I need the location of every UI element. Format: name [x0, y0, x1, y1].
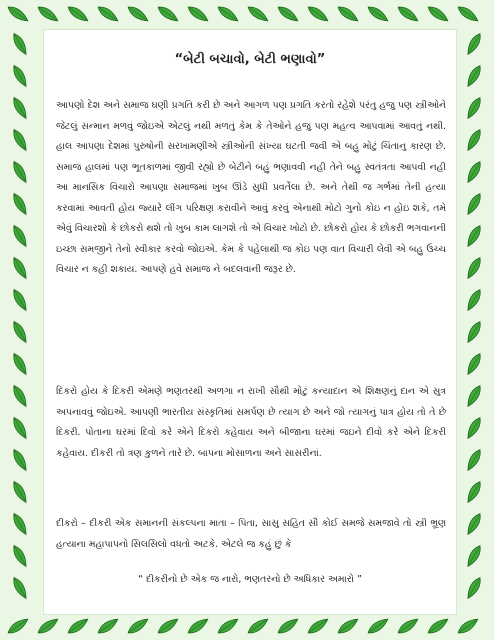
leaf-icon	[336, 4, 360, 24]
leaf-icon	[156, 4, 180, 24]
leaf-icon	[11, 288, 30, 313]
leaf-icon	[465, 192, 484, 217]
leaf-icon	[11, 128, 30, 153]
leaf-icon	[186, 616, 210, 636]
leaf-icon	[396, 616, 420, 636]
leaf-icon	[465, 32, 484, 57]
leaf-icon	[6, 4, 30, 24]
leaf-icon	[11, 416, 30, 441]
leaf-icon	[465, 320, 484, 345]
leaf-icon	[66, 616, 90, 636]
leaf-icon	[366, 616, 390, 636]
leaf-icon	[186, 4, 210, 24]
leaf-icon	[11, 64, 30, 89]
document-card	[44, 30, 456, 614]
leaf-icon	[126, 616, 150, 636]
leaf-icon	[11, 576, 30, 601]
leaf-icon	[465, 64, 484, 89]
leaf-icon	[11, 512, 30, 537]
leaf-icon	[11, 384, 30, 409]
leaf-icon	[465, 576, 484, 601]
leaf-icon	[465, 96, 484, 121]
paragraph-2: દિકરો હોય કે દિકરી એમણે ભણતરથી અળગા ન રાખી સૌથી મોટું કન્યાદાન એ શિક્ષણનું દાન એ સુત્ર અપનાવવું જોઇએ. આપણી ભારતીય સંસ્કૃતિમાં સમર્પણ છે ત્યાગ છે અને જો ત્યાગનું પાત્ર હોય તો તે છે દિકરી. પોતાના ઘરમાં દિવો કરે એને દિકરો કહેવાય અને બીજાના ઘરમાં જઇને દીવો કરે એને દિકરી કહેવાય. દીકરી તો ત્રણ કુળને તારે છે. બાપના મોસાળના અને સાસરીનાં.	[56, 386, 446, 459]
leaf-icon	[246, 4, 270, 24]
leaf-icon	[366, 4, 390, 24]
leaf-icon	[11, 192, 30, 217]
leaf-icon	[6, 616, 30, 636]
leaf-icon	[306, 616, 330, 636]
leaf-icon	[465, 288, 484, 313]
leaf-icon	[11, 32, 30, 57]
leaf-icon	[465, 224, 484, 249]
leaf-icon	[216, 616, 240, 636]
leaf-icon	[11, 448, 30, 473]
closing-quote: “ દીકરીનો છે એક જ નારો, ભણતરનો છે અધિકાર અમારો ”	[138, 574, 362, 585]
leaf-icon	[246, 616, 270, 636]
leaf-icon	[465, 160, 484, 185]
leaf-icon	[216, 4, 240, 24]
leaf-icon	[11, 352, 30, 377]
leaf-icon	[465, 416, 484, 441]
leaf-icon	[465, 128, 484, 153]
leaf-icon	[465, 384, 484, 409]
leaf-icon	[465, 256, 484, 281]
leaf-icon	[126, 4, 150, 24]
leaf-icon	[11, 256, 30, 281]
leaf-icon	[96, 4, 120, 24]
leaf-icon	[11, 160, 30, 185]
leaf-icon	[306, 4, 330, 24]
leaf-icon	[426, 616, 450, 636]
leaf-icon	[465, 352, 484, 377]
leaf-icon	[465, 480, 484, 505]
leaf-icon	[465, 512, 484, 537]
leaf-icon	[276, 4, 300, 24]
leaf-icon	[66, 4, 90, 24]
paragraph-1: આપણો દેશ અને સમાજ ઘણી પ્રગતિ કરી છે અને આગળ પણ પ્રગતિ કરતો રહેશે પરંતુ હજુ પણ સ્ત્રીઓને જેટલું સન્માન મળવું જોઇએ એટલું નથી મળતું કેમ કે તેઓને હજુ પણ મહત્વ આપવામાં આવતું નથી. હાલ આપણા દેશમાં પુરુષોની સરખામણીએ સ્ત્રીઓની સંખ્યા ઘટતી જવી એ બહુ મોટું ચિંતાનુ કારણ છે. સમાજ હાલમાં પણ ભૂતકાળમાં જીવી રહ્યો છે બેટીને બહું ભણાવવી નહી તેને બહુ સ્વતંત્રતા આપવી નહી આ માનસિક વિચારો આપણા સમાજમાં ખુબ ઊંડે સુધી પ્રવર્તેલા છે. અને તેથી જ ગર્ભમાં તેની હત્યા કરવામાં આવતી હોય જ્યારે લીંગ પરિક્ષણ કરાવીને આવું કરવું એનાથી મોટો ગુનો કોઇ ન હોઇ શકે, તમે એવું વિચારશો કે છોકરો થશે તો ખુબ કામ લાગશે તો એ વિચાર ખોટો છે. છોકરો હોય કે છોકરી ભગવાનની ઇચ્છા સમજીને તેનો સ્વીકાર કરવો જોઇએ. કેમ કે પહેલાથી જ કોઇ પણ વાત વિચારી લેવી એ બહુ ઉચ્ચ વિચાર ન કહી શકાય. આપણે હવે સમાજ ને બદલવાની જરૂર છે.	[56, 100, 446, 275]
leaf-icon	[11, 320, 30, 345]
leaf-icon	[465, 448, 484, 473]
leaf-icon	[396, 4, 420, 24]
leaf-icon	[336, 616, 360, 636]
leaf-icon	[456, 4, 480, 24]
leaf-icon	[426, 4, 450, 24]
leaf-icon	[156, 616, 180, 636]
document-title: “બેટી બચાવો, બેટી ભણાવો”	[174, 52, 326, 67]
leaf-icon	[11, 480, 30, 505]
leaf-icon	[276, 616, 300, 636]
leaf-icon	[11, 224, 30, 249]
leaf-icon	[36, 616, 60, 636]
paragraph-3: દીકરો – દીકરી એક સમાનની સંકલ્પના માતા – પિતા, સાસુ સહિત સૌ કોઈ સમજે સમજાવે તો સ્ત્રી ભ્રૂણ હત્યાના મહાપાપનો સિલસિલો વધતો અટકે. એટલે જ કહું છું કે	[56, 518, 446, 550]
leaf-icon	[11, 96, 30, 121]
leaf-icon	[96, 616, 120, 636]
leaf-icon	[465, 544, 484, 569]
leaf-icon	[11, 544, 30, 569]
leaf-icon	[36, 4, 60, 24]
leaf-icon	[456, 616, 480, 636]
